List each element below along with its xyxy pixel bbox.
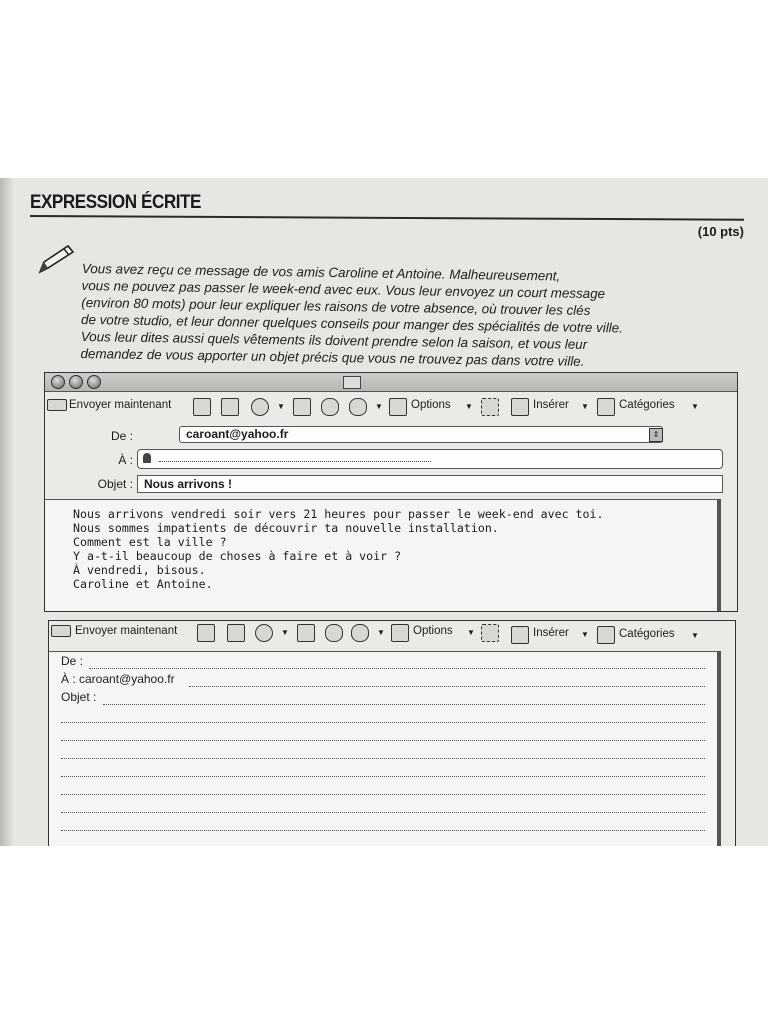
reply-window — [48, 620, 736, 846]
signature-dropdown-icon[interactable]: ▼ — [375, 402, 383, 411]
from-select[interactable]: caroant@yahoo.fr — [179, 426, 663, 443]
instruction-line: Vous avez reçu ce message de vos amis Caroline et Antoine. Malheureusement, — [81, 260, 561, 284]
toolbar — [45, 395, 737, 421]
signature-dropdown-icon[interactable]: ▼ — [377, 628, 385, 637]
received-message-window — [44, 372, 738, 612]
body-line: Caroline et Antoine. — [73, 577, 213, 591]
instruction-line: Vous leur dites aussi quels vêtements ils doivent prendre selon la saison, et vous leur — [80, 328, 588, 352]
instruction-line: vous ne pouvez pas passer le week-end avec eux. Vous leur envoyez un court message — [81, 277, 606, 302]
attach-icon[interactable] — [221, 398, 239, 416]
categories-icon[interactable] — [597, 626, 615, 644]
categories-button[interactable]: Catégories — [619, 628, 675, 640]
message-body — [45, 499, 717, 611]
paperclip-icon[interactable] — [325, 624, 343, 642]
page-shadow — [0, 178, 14, 846]
to-field[interactable] — [137, 449, 723, 469]
insert-button[interactable]: Insérer — [533, 399, 569, 411]
reply-writing-line[interactable] — [61, 722, 705, 723]
to-label: À : — [118, 453, 133, 467]
paperclip-icon[interactable] — [321, 398, 339, 416]
reply-scrollbar[interactable] — [717, 651, 721, 846]
body-line: À vendredi, bisous. — [73, 563, 206, 577]
reply-writing-line[interactable] — [61, 776, 705, 777]
instruction-line: demandez de vous apporter un objet précis que vous ne trouvez pas dans votre ville. — [80, 345, 585, 369]
attach-icon[interactable] — [227, 624, 245, 642]
link-dropdown-icon[interactable]: ▼ — [281, 628, 289, 637]
reply-to-label: À : caroant@yahoo.fr — [61, 672, 175, 686]
body-line: Nous sommes impatients de découvrir ta nouvelle installation. — [73, 521, 499, 535]
link-icon[interactable] — [255, 624, 273, 642]
subject-field[interactable]: Nous arrivons ! — [137, 475, 723, 493]
workbook-page — [0, 178, 768, 846]
insert-icon[interactable] — [511, 626, 529, 644]
instruction-line: (environ 80 mots) pour leur expliquer les raisons de votre absence, où trouver les clés — [81, 294, 591, 318]
insert-button[interactable]: Insérer — [533, 627, 569, 639]
format-icon[interactable] — [481, 624, 499, 642]
reply-subject-line[interactable] — [103, 704, 705, 705]
scrollbar[interactable] — [717, 499, 721, 611]
options-icon[interactable] — [389, 398, 407, 416]
body-line: Nous arrivons vendredi soir vers 21 heures pour passer le week-end avec toi. — [73, 507, 604, 521]
send-icon — [51, 625, 71, 637]
section-heading: EXPRESSION ÉCRITE — [30, 192, 201, 213]
reply-writing-line[interactable] — [61, 758, 705, 759]
envelope-icon — [343, 376, 361, 389]
reply-form — [49, 651, 717, 846]
to-dotted-line — [159, 461, 431, 462]
from-label: De : — [110, 429, 133, 443]
close-window-button[interactable] — [51, 375, 65, 389]
send-now-button[interactable]: Envoyer maintenant — [75, 625, 178, 637]
categories-dropdown-icon[interactable]: ▼ — [691, 402, 699, 411]
points-label: (10 pts) — [697, 224, 744, 239]
trash-icon[interactable] — [297, 624, 315, 642]
pencil-icon — [36, 242, 76, 276]
reply-writing-line[interactable] — [61, 794, 705, 795]
insert-dropdown-icon[interactable]: ▼ — [581, 630, 589, 639]
options-dropdown-icon[interactable]: ▼ — [467, 628, 475, 637]
insert-dropdown-icon[interactable]: ▼ — [581, 402, 589, 411]
body-line: Y a-t-il beaucoup de choses à faire et à voir ? — [73, 549, 402, 563]
insert-icon[interactable] — [511, 398, 529, 416]
address-book-icon[interactable] — [197, 624, 215, 642]
options-icon[interactable] — [391, 624, 409, 642]
send-icon — [47, 399, 67, 411]
window-titlebar — [45, 373, 737, 392]
send-now-button[interactable]: Envoyer maintenant — [69, 399, 172, 411]
signature-icon[interactable] — [349, 398, 367, 416]
contact-icon — [143, 453, 151, 463]
subject-label: Objet : — [97, 477, 133, 491]
reply-to-line[interactable] — [189, 686, 705, 687]
minimize-window-button[interactable] — [69, 375, 83, 389]
reply-from-label: De : — [61, 654, 84, 668]
reply-writing-line[interactable] — [61, 812, 705, 813]
reply-subject-label: Objet : — [61, 690, 97, 704]
address-book-icon[interactable] — [193, 398, 211, 416]
categories-icon[interactable] — [597, 398, 615, 416]
heading-rule — [30, 215, 744, 221]
trash-icon[interactable] — [293, 398, 311, 416]
reply-writing-line[interactable] — [61, 830, 705, 831]
reply-toolbar — [49, 621, 735, 647]
options-dropdown-icon[interactable]: ▼ — [465, 402, 473, 411]
reply-writing-line[interactable] — [61, 740, 705, 741]
link-icon[interactable] — [251, 398, 269, 416]
reply-from-line[interactable] — [89, 668, 705, 669]
select-arrows-icon[interactable]: ⇕ — [649, 428, 663, 442]
signature-icon[interactable] — [351, 624, 369, 642]
options-button[interactable]: Options — [413, 625, 453, 637]
instruction-line: de votre studio, et leur donner quelques conseils pour manger des spécialités de votre ville. — [80, 311, 624, 336]
categories-dropdown-icon[interactable]: ▼ — [691, 631, 699, 640]
options-button[interactable]: Options — [411, 399, 451, 411]
body-line: Comment est la ville ? — [73, 535, 227, 549]
format-icon[interactable] — [481, 398, 499, 416]
zoom-window-button[interactable] — [87, 375, 101, 389]
link-dropdown-icon[interactable]: ▼ — [277, 402, 285, 411]
instructions — [80, 260, 732, 372]
categories-button[interactable]: Catégories — [619, 399, 675, 411]
